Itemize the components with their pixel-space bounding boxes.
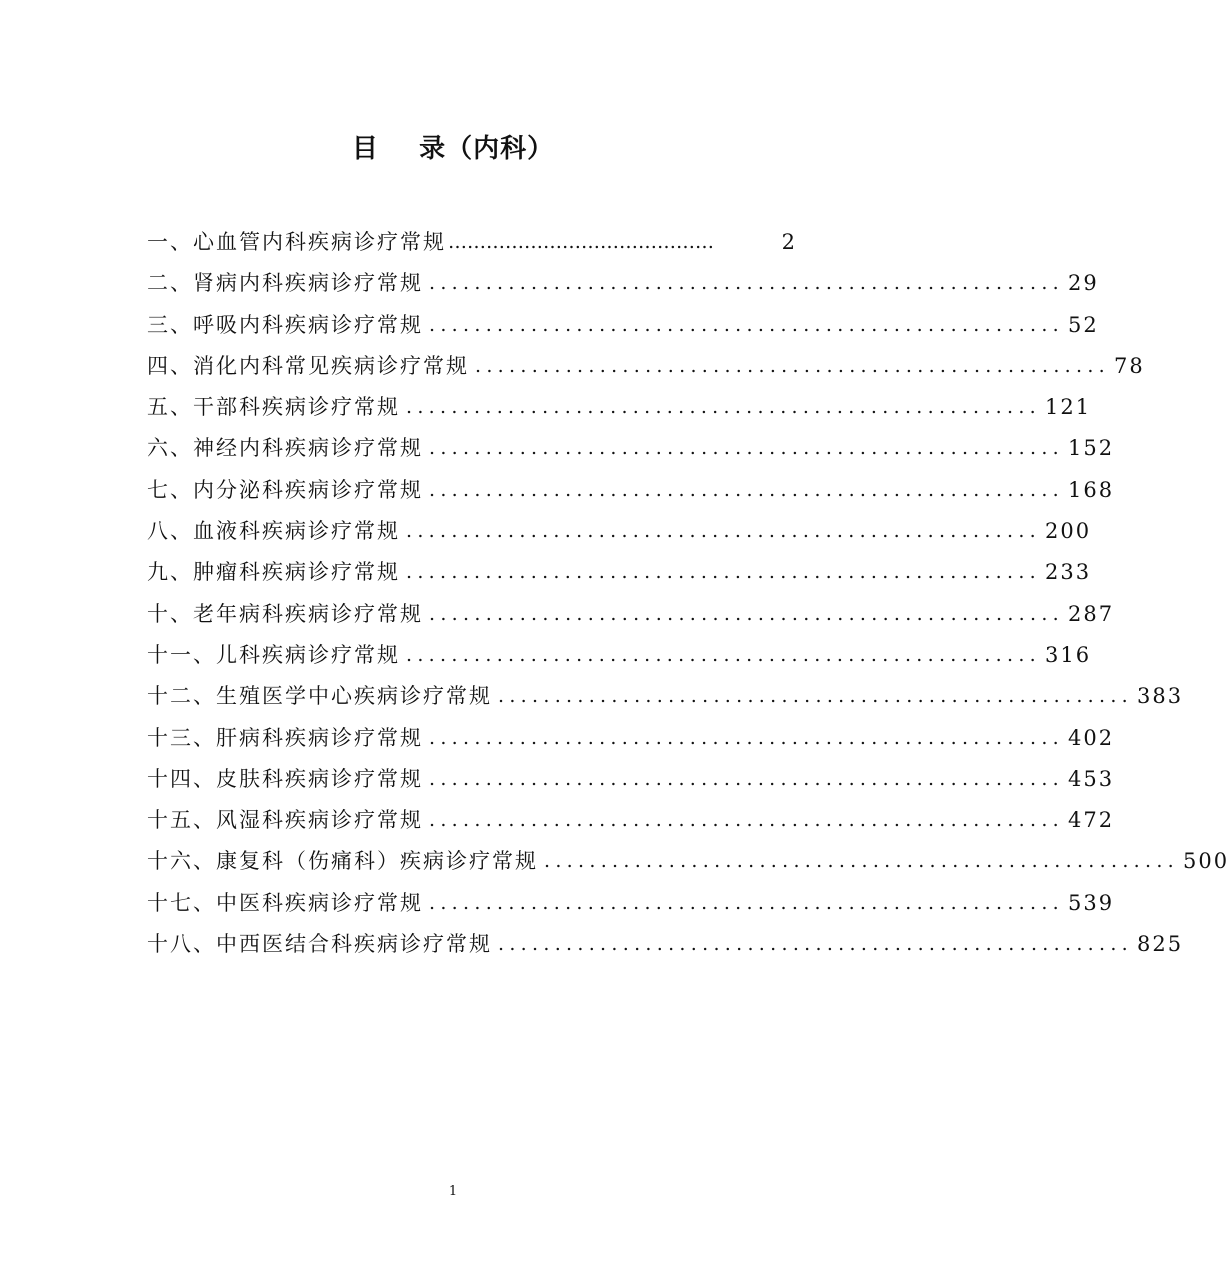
toc-page-number: 316 — [1045, 642, 1092, 667]
footer-page-number: 1 — [448, 1184, 458, 1199]
toc-entry-title: 六、神经内科疾病诊疗常规 — [147, 436, 423, 461]
toc-page-number: 233 — [1045, 560, 1092, 585]
toc-dot-leader: ........................................................ — [429, 478, 1065, 501]
toc-entry-title: 七、内分泌科疾病诊疗常规 — [147, 477, 423, 502]
toc-entry-title: 十七、中医科疾病诊疗常规 — [147, 890, 423, 915]
toc-dot-leader: ........................................................ — [429, 602, 1065, 625]
toc-dot-leader: ........................................................ — [429, 313, 1065, 336]
toc-entry-title: 一、心血管内科疾病诊疗常规 — [147, 230, 446, 254]
toc-page-number: 500 — [1183, 849, 1229, 874]
toc-entry[interactable] — [147, 552, 1092, 593]
toc-entry[interactable] — [147, 718, 1115, 759]
toc-entry[interactable] — [147, 387, 1092, 428]
toc-entry-title: 八、血液科疾病诊疗常规 — [147, 519, 400, 544]
toc-page-number: 2 — [781, 230, 795, 254]
toc-entry-title: 十三、肝病科疾病诊疗常规 — [147, 725, 423, 750]
toc-page-number: 383 — [1137, 684, 1184, 709]
toc-entry[interactable] — [147, 511, 1092, 552]
toc-entry-title: 十二、生殖医学中心疾病诊疗常规 — [147, 684, 492, 709]
toc-dot-leader: ........................................................ — [544, 850, 1180, 873]
toc-entry-title: 四、消化内科常见疾病诊疗常规 — [147, 353, 469, 378]
toc-dot-leader: ........................................................ — [406, 643, 1042, 666]
toc-entry[interactable] — [147, 635, 1092, 676]
toc-entry-title: 三、呼吸内科疾病诊疗常规 — [147, 312, 423, 337]
toc-entry-title: 十五、风湿科疾病诊疗常规 — [147, 808, 423, 833]
toc-entry-title: 十、老年病科疾病诊疗常规 — [147, 601, 423, 626]
toc-page-number: 52 — [1068, 312, 1099, 337]
toc-dot-leader: …………………………………… — [448, 231, 714, 253]
toc-page-number: 152 — [1068, 436, 1115, 461]
toc-dot-leader: ........................................................ — [406, 396, 1042, 419]
toc-entry[interactable] — [147, 346, 1145, 387]
toc-page-number: 200 — [1045, 519, 1092, 544]
toc-page-number: 402 — [1068, 725, 1115, 750]
toc-entry[interactable] — [147, 470, 1115, 511]
toc-entry[interactable] — [147, 594, 1115, 635]
toc-dot-leader: ........................................................ — [429, 809, 1065, 832]
toc-page-number: 539 — [1068, 890, 1115, 915]
toc-dot-leader: ........................................................ — [498, 933, 1134, 956]
toc-entry-title: 二、肾病内科疾病诊疗常规 — [147, 271, 423, 296]
toc-entry[interactable] — [147, 841, 1229, 882]
toc-page-number: 472 — [1068, 808, 1115, 833]
toc-dot-leader: ........................................................ — [429, 726, 1065, 749]
toc-page-number: 168 — [1068, 477, 1115, 502]
toc-entry-title: 十六、康复科（伤痛科）疾病诊疗常规 — [147, 849, 538, 874]
toc-dot-leader: ........................................................ — [406, 520, 1042, 543]
page-title: 目 录（内科） — [351, 134, 555, 164]
toc-dot-leader: ........................................................ — [475, 354, 1111, 377]
toc-entry-title: 十四、皮肤科疾病诊疗常规 — [147, 766, 423, 791]
toc-page-number: 29 — [1068, 271, 1099, 296]
toc-page-number: 287 — [1068, 601, 1115, 626]
toc-dot-leader: ........................................................ — [429, 437, 1065, 460]
toc-entry-title: 五、干部科疾病诊疗常规 — [147, 395, 400, 420]
toc-entry[interactable] — [147, 263, 1099, 304]
toc-entry[interactable] — [147, 222, 795, 263]
toc-dot-leader: ........................................................ — [429, 272, 1065, 295]
toc-dot-leader: ........................................................ — [406, 561, 1042, 584]
toc-dot-leader: ........................................................ — [498, 685, 1134, 708]
toc-entry[interactable] — [147, 428, 1115, 469]
toc-entry-title: 九、肿瘤科疾病诊疗常规 — [147, 560, 400, 585]
toc-entry-title: 十一、儿科疾病诊疗常规 — [147, 642, 400, 667]
toc-entry[interactable] — [147, 883, 1115, 924]
toc-page-number: 453 — [1068, 766, 1115, 791]
toc-dot-leader: ........................................................ — [429, 891, 1065, 914]
toc-entry[interactable] — [147, 759, 1115, 800]
toc-entry[interactable] — [147, 676, 1184, 717]
toc-page-number: 121 — [1045, 395, 1092, 420]
toc-dot-leader: ........................................................ — [429, 767, 1065, 790]
toc-entry[interactable] — [147, 924, 1184, 965]
toc-entry-title: 十八、中西医结合科疾病诊疗常规 — [147, 932, 492, 957]
toc-entry[interactable] — [147, 800, 1115, 841]
toc-page-number: 78 — [1114, 353, 1145, 378]
toc-page-number: 825 — [1137, 932, 1184, 957]
toc-entry[interactable] — [147, 305, 1099, 346]
table-of-contents — [147, 222, 1229, 965]
